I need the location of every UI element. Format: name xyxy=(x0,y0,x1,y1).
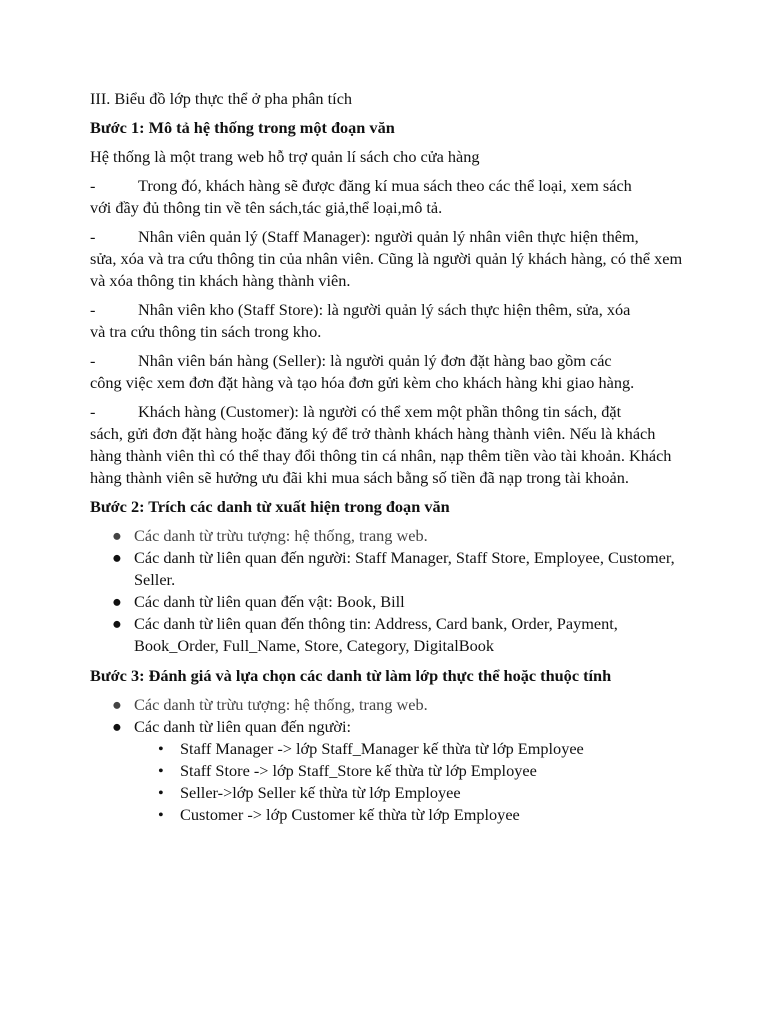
list-item-text: Các danh từ trừu tượng: hệ thống, trang web. xyxy=(134,695,428,714)
list-item xyxy=(112,591,688,613)
bullet-icon: ● xyxy=(112,592,122,611)
step1-item xyxy=(90,175,688,219)
step1-item-rest: và tra cứu thông tin sách trong kho. xyxy=(90,322,322,341)
step1-title: Bước 1: Mô tả hệ thống trong một đoạn văn xyxy=(90,118,395,137)
sub-bullet-icon: • xyxy=(158,805,164,824)
step2-bullet-list xyxy=(90,525,688,657)
sub-bullet-icon: • xyxy=(158,761,164,780)
sub-list-item xyxy=(158,738,688,760)
step1-intro: Hệ thống là một trang web hỗ trợ quản lí sách cho cửa hàng xyxy=(90,147,480,166)
dash-marker: - xyxy=(90,227,96,246)
sub-list-item-text: Customer -> lớp Customer kế thừa từ lớp Employee xyxy=(180,805,520,824)
dash-marker: - xyxy=(90,402,96,421)
list-item xyxy=(112,716,688,826)
step1-item-rest: công việc xem đơn đặt hàng và tạo hóa đơn gửi kèm cho khách hàng khi giao hàng. xyxy=(90,373,635,392)
list-item-text: Các danh từ liên quan đến thông tin: Address, Card bank, Order, Payment, Book_Order, Full_Name, Store, Category, DigitalBook xyxy=(134,614,618,655)
step1-item xyxy=(90,401,688,489)
dash-marker: - xyxy=(90,351,96,370)
step1-item-first-line: Trong đó, khách hàng sẽ được đăng kí mua sách theo các thể loại, xem sách xyxy=(138,176,632,195)
step3-sub-list xyxy=(134,738,688,826)
step1-item-first-line: Nhân viên quản lý (Staff Manager): người quản lý nhân viên thực hiện thêm, xyxy=(138,227,639,246)
sub-list-item xyxy=(158,804,688,826)
list-item xyxy=(112,694,688,716)
list-item xyxy=(112,613,688,657)
section-heading: III. Biểu đồ lớp thực thể ở pha phân tích xyxy=(90,89,353,108)
bullet-icon: ● xyxy=(112,548,122,567)
step1-item-rest: sách, gửi đơn đặt hàng hoặc đăng ký để trở thành khách hàng thành viên. Nếu là khách hàng thành viên thì có thể thay đổi thông tin cá nhân, nạp thêm tiền vào tài khoản. Khách hàng thành viên sẽ hưởng ưu đãi khi mua sách bằng số tiền đã nạp trong tài khoản. xyxy=(90,424,672,487)
step1-item-first-line: Nhân viên kho (Staff Store): là người quản lý sách thực hiện thêm, sửa, xóa xyxy=(138,300,631,319)
bullet-icon: ● xyxy=(112,695,122,714)
bullet-icon: ● xyxy=(112,526,122,545)
step1-item xyxy=(90,350,688,394)
step1-item-first-line: Khách hàng (Customer): là người có thể xem một phần thông tin sách, đặt xyxy=(138,402,622,421)
sub-bullet-icon: • xyxy=(158,739,164,758)
sub-list-item-text: Staff Manager -> lớp Staff_Manager kế thừa từ lớp Employee xyxy=(180,739,584,758)
step1-item-first-line: Nhân viên bán hàng (Seller): là người quản lý đơn đặt hàng bao gồm các xyxy=(138,351,612,370)
sub-list-item-text: Seller->lớp Seller kế thừa từ lớp Employee xyxy=(180,783,461,802)
bullet-icon: ● xyxy=(112,614,122,633)
sub-list-item xyxy=(158,760,688,782)
list-item-text: Các danh từ trừu tượng: hệ thống, trang web. xyxy=(134,526,428,545)
step1-item-rest: sửa, xóa và tra cứu thông tin của nhân viên. Cũng là người quản lý khách hàng, có thể xem và xóa thông tin khách hàng thành viên. xyxy=(90,249,683,290)
step2-title: Bước 2: Trích các danh từ xuất hiện trong đoạn văn xyxy=(90,497,450,516)
step3-title: Bước 3: Đánh giá và lựa chọn các danh từ làm lớp thực thể hoặc thuộc tính xyxy=(90,666,612,685)
dash-marker: - xyxy=(90,176,96,195)
step1-item xyxy=(90,299,688,343)
list-item-text: Các danh từ liên quan đến vật: Book, Bill xyxy=(134,592,405,611)
list-item-text: Các danh từ liên quan đến người: Staff Manager, Staff Store, Employee, Customer, Seller. xyxy=(134,548,675,589)
list-item xyxy=(112,525,688,547)
step1-paragraph-list xyxy=(90,175,688,489)
bullet-icon: ● xyxy=(112,717,122,736)
step3-bullet-list xyxy=(90,694,688,826)
sub-bullet-icon: • xyxy=(158,783,164,802)
list-item-text: Các danh từ liên quan đến người: xyxy=(134,717,352,736)
sub-list-item-text: Staff Store -> lớp Staff_Store kế thừa từ lớp Employee xyxy=(180,761,537,780)
dash-marker: - xyxy=(90,300,96,319)
step1-item xyxy=(90,226,688,292)
step1-item-rest: với đầy đủ thông tin về tên sách,tác giả,thể loại,mô tả. xyxy=(90,198,443,217)
sub-list-item xyxy=(158,782,688,804)
list-item xyxy=(112,547,688,591)
